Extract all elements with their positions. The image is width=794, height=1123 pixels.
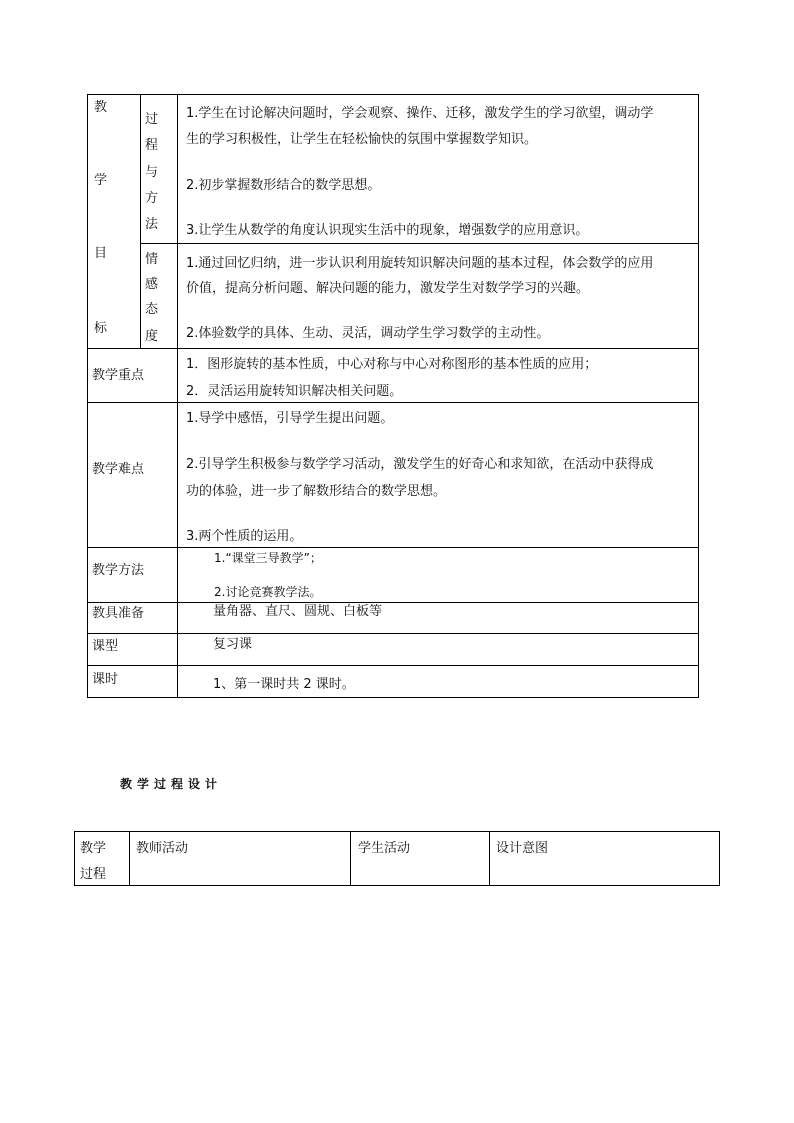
difficulty-line: 3.两个性质的运用。 <box>186 529 303 544</box>
objectives-label-char: 目 <box>94 246 108 261</box>
lesson-type-label: 课型 <box>92 639 119 654</box>
method-line: 1.“课堂三导教学”； <box>214 551 322 565</box>
hours-label: 课时 <box>92 672 119 687</box>
attitude-objective-line: 2.体验数学的具体、生动、灵活，调动学生学习数学的主动性。 <box>186 326 550 341</box>
process-method-label-char: 过 <box>145 112 159 127</box>
attitude-label-char: 感 <box>145 277 159 292</box>
difficulties-label: 教学难点 <box>92 462 145 477</box>
process-table-stage-header: 过程 <box>80 867 107 882</box>
process-design-title: 教学过程设计 <box>120 777 223 791</box>
lesson-type-value: 复习课 <box>213 637 253 652</box>
teacher-activity-header: 教师活动 <box>136 841 189 856</box>
process-table-stage-header: 教学 <box>80 841 107 856</box>
difficulty-line: 1.导学中感悟，引导学生提出问题。 <box>186 411 394 426</box>
objectives-label-char: 标 <box>94 321 108 336</box>
process-objective-line: 生的学习积极性，让学生在轻松愉快的氛围中掌握数学知识。 <box>186 132 538 147</box>
process-objective-line: 2.初步掌握数形结合的数学思想。 <box>186 178 381 193</box>
difficulty-line: 功的体验，进一步了解数形结合的数学思想。 <box>186 484 447 499</box>
objectives-label-char: 教 <box>94 100 108 115</box>
student-activity-header: 学生活动 <box>358 841 411 856</box>
hours-value: 1、第一课时共 2 课时。 <box>213 677 355 692</box>
key-point-line: 2．灵活运用旋转知识解决相关问题。 <box>186 384 403 399</box>
attitude-objective-line: 价值，提高分析问题、解决问题的能力，激发学生对数学学习的兴趣。 <box>186 281 590 296</box>
attitude-label-char: 度 <box>145 329 159 344</box>
process-objective-line: 1.学生在讨论解决问题时，学会观察、操作、迁移，激发学生的学习欲望，调动学 <box>186 106 654 121</box>
design-intent-header: 设计意图 <box>496 841 549 856</box>
key-points-label: 教学重点 <box>92 368 145 383</box>
attitude-label-char: 情 <box>145 252 159 267</box>
tools-label: 教具准备 <box>92 606 145 621</box>
method-line: 2.讨论竞赛教学法。 <box>214 585 322 599</box>
process-method-label-char: 法 <box>145 217 159 232</box>
methods-label: 教学方法 <box>92 563 145 578</box>
process-method-label-char: 程 <box>145 138 159 153</box>
process-method-label-char: 与 <box>145 165 159 180</box>
tools-value: 量角器、直尺、圆规、白板等 <box>213 604 383 619</box>
difficulty-line: 2.引导学生积极参与数学学习活动，激发学生的好奇心和求知欲，在活动中获得成 <box>186 457 654 472</box>
process-method-label-char: 方 <box>145 191 159 206</box>
process-objective-line: 3.让学生从数学的角度认识现实生活中的现象，增强数学的应用意识。 <box>186 223 589 238</box>
key-point-line: 1．图形旋转的基本性质，中心对称与中心对称图形的基本性质的应用； <box>186 357 598 372</box>
objectives-label-char: 学 <box>94 173 108 188</box>
attitude-label-char: 态 <box>145 302 159 317</box>
attitude-objective-line: 1.通过回忆归纳，进一步认识利用旋转知识解决问题的基本过程，体会数学的应用 <box>186 256 654 271</box>
